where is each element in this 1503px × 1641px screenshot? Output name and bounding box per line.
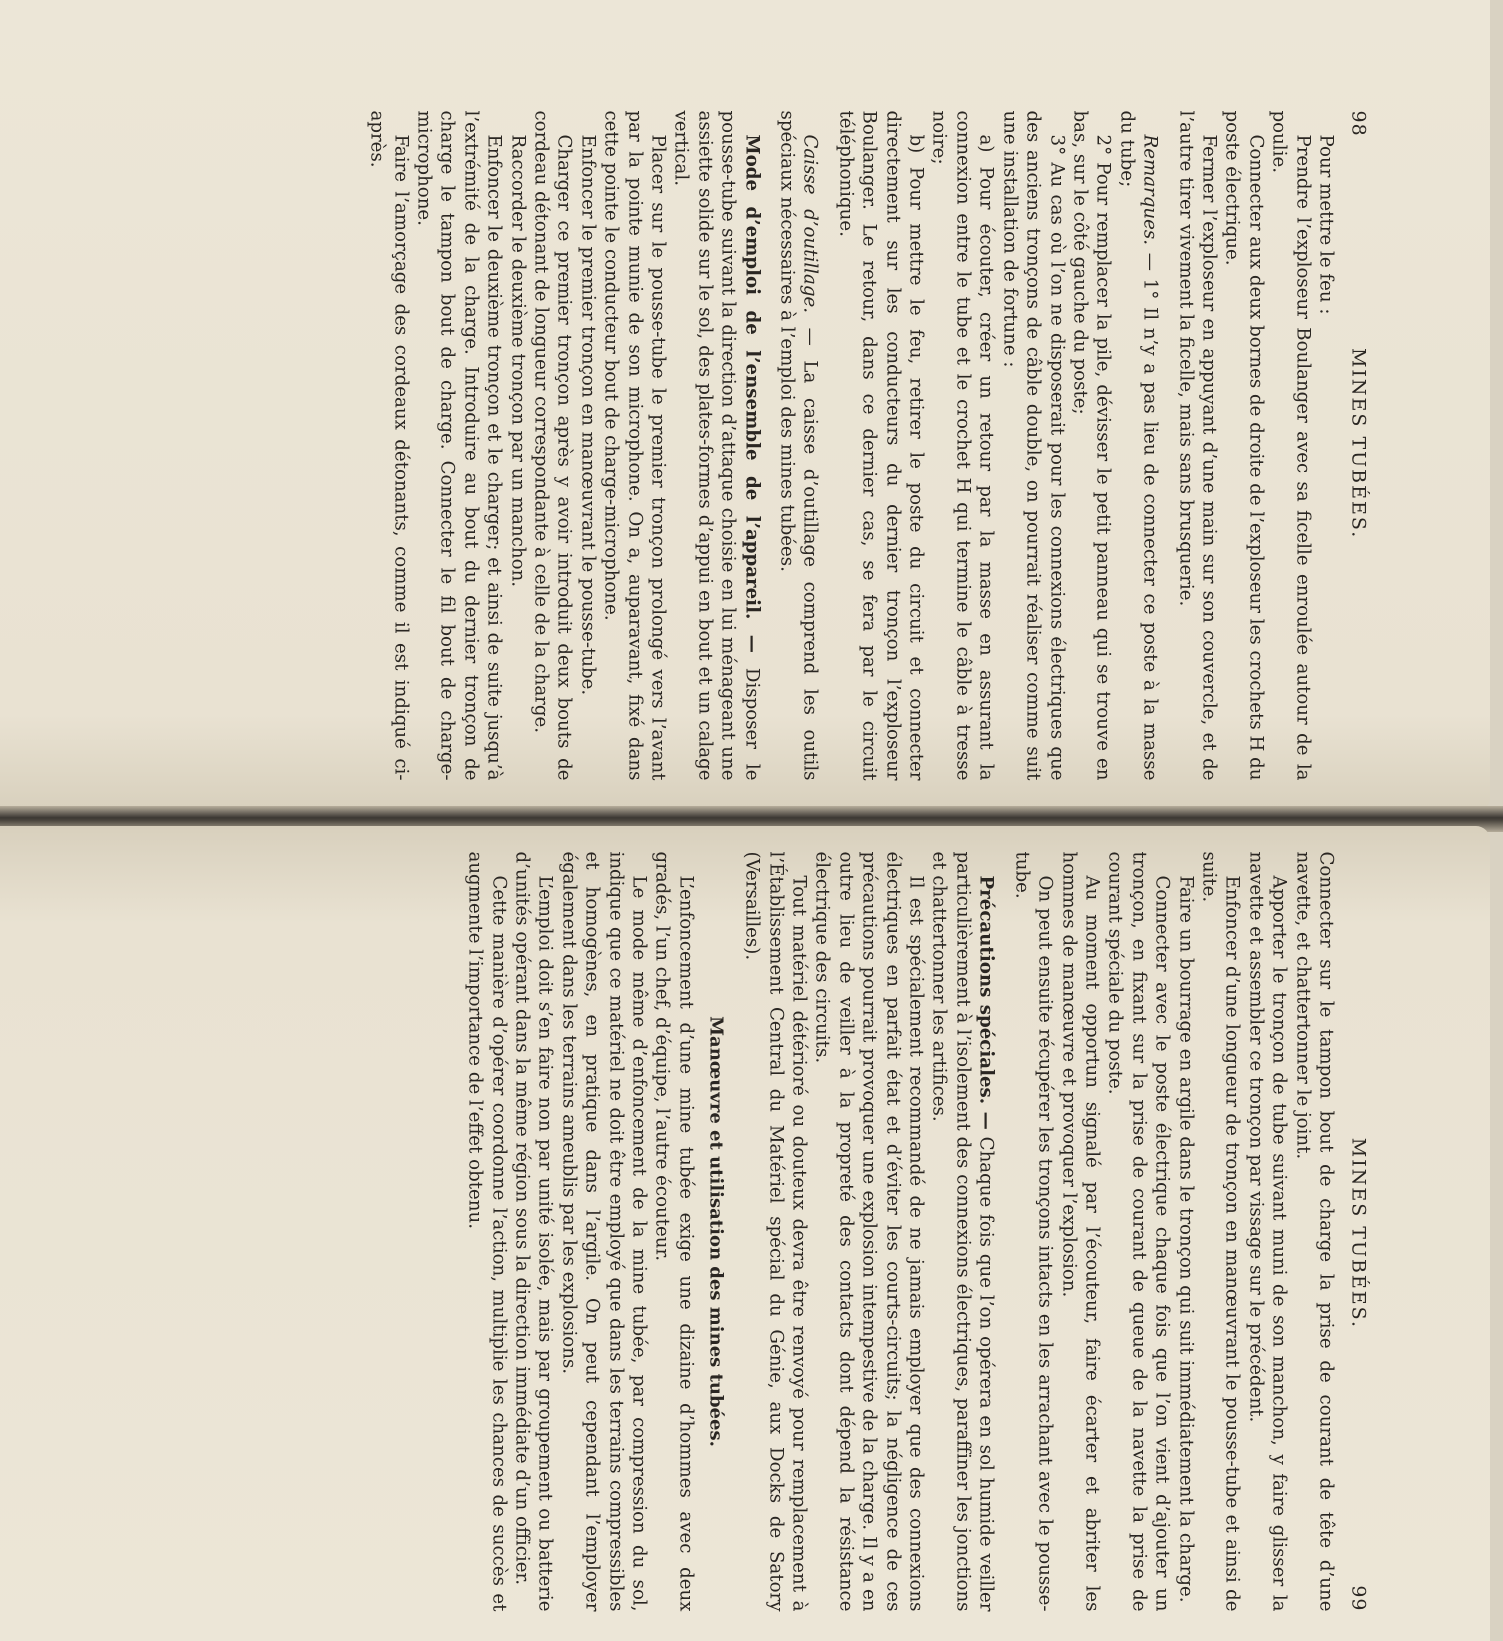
paragraph <box>1291 851 1338 1611</box>
paragraph <box>1174 851 1197 1611</box>
paragraph <box>928 110 998 780</box>
paragraph-text: Placer sur le pousse-tube le premier tronçon prolongé vers l’avant par la pointe munie de son microphone. On a, auparavant, fixé dans cette pointe le conducteur bout de charge-microphone. <box>600 110 669 780</box>
paragraph <box>576 110 599 780</box>
paragraph <box>1197 851 1244 1611</box>
paragraph-text: Disposer le pousse-tube suivant la direction d’attaque choisie en lui ménageant une assiette solide sur le sol, des plates-formes d’appui en bout et un calage vertical. <box>670 110 763 780</box>
paragraph-text: 3° Au cas où l’on ne disposerait pour les connexions électriques que des anciens tronçons de câble double, on pourrait réaliser comme suit une installation de fortune : <box>999 110 1068 780</box>
paragraph-text: a) Pour écouter, créer un retour par la masse en assurant la connexion entre le tube et le crochet H qui termine le câble à tresse noire; <box>929 110 997 780</box>
paragraph-text: Prendre l’exploseur Boulanger avec sa ficelle enroulée autour de la poulie. <box>1268 110 1314 780</box>
paragraph <box>1103 851 1173 1611</box>
paragraph <box>1057 851 1104 1611</box>
paragraph-text: Le mode même d’enfoncement de la mine tubée, par compression du sol, indique que ce matériel ne doit être employé que dans les terrains compressibles et homogènes, en pratique dans l’argile. On peut cependant l’employer également dans les terrains ameublis par les explosions. <box>558 851 650 1611</box>
paragraph-text: Chaque fois que l’on opérera en sol humide veiller particulièrement à l’isolement des connexions électriques, paraffiner les jonctions et chattertonner les artifices. <box>929 851 997 1611</box>
paragraph <box>1115 110 1162 780</box>
paragraph <box>557 851 651 1611</box>
rotated-text-block <box>85 851 1370 1611</box>
paragraph-text: Raccorder le deuxième tronçon par un manchon. <box>507 134 529 587</box>
running-head <box>1348 110 1370 780</box>
page-number: 98 <box>1347 110 1370 137</box>
paragraph-text: Enfoncer d’une longueur de tronçon en manœuvrant le pousse-tube et ainsi de suite. <box>1198 851 1243 1611</box>
paragraph-text: L’enfoncement d’une mine tubée exige une dizaine d’hommes avec deux gradés, l’un chef, d’équipe, l’autre écouteur. <box>651 851 697 1611</box>
paragraph-text: Connecter aux deux bornes de droite de l’exploseur les crochets H du poste électrique. <box>1221 110 1267 780</box>
paragraph <box>811 851 928 1611</box>
paragraph-text: 2° Pour remplacer la pile, dévisser le petit panneau qui se trouve en bas, sur le côté gauche du poste; <box>1069 110 1114 780</box>
paragraph <box>599 110 669 780</box>
paragraph <box>510 851 557 1611</box>
paragraph <box>1244 851 1291 1611</box>
paragraph-text: 1° Il n’y a pas lieu de connecter ce poste à la masse du tube; <box>1116 110 1161 780</box>
paragraph-text: Il est spécialement recommandé de ne jamais employer que des connexions électriques en parfait état et d’éviter les courts-circuits; la négligence de ces précautions pourrait provoquer une explosion intempestive de la charge. Il y a en outre lieu de veiller à la propreté des contacts dont dépend la résistance électrique des circuits. <box>811 851 927 1611</box>
paragraph <box>775 110 822 780</box>
paragraph-text: Faire l’amorçage des cordeaux détonants, comme il est indiqué ci-après. <box>366 110 412 780</box>
paragraph-text: Connecter sur le tampon bout de charge la prise de courant de tête d’une navette, et chattertonner le joint. <box>1292 851 1337 1611</box>
paragraph <box>506 110 529 780</box>
paragraph-text: Fermer l’exploseur en appuyant d’une main sur son couvercle, et de l’autre tirer vivement la ficelle, mais sans brusquerie. <box>1175 110 1220 780</box>
paragraph-text: Connecter avec le poste électrique chaque fois que l’on vient d’ajouter un tronçon, en fixant sur la prise de courant de queue de la navette la prise de courant spéciale du poste. <box>1104 851 1173 1611</box>
paragraph-lead: Mode d’emploi de l’ensemble de l’appareil. — <box>741 134 763 653</box>
paragraph-lead: Précautions spéciales. — <box>975 875 997 1130</box>
paragraph <box>1220 110 1267 780</box>
running-title: MINES TUBÉES. <box>1347 347 1370 539</box>
paragraph <box>463 851 510 1611</box>
paragraph <box>670 110 764 780</box>
paragraph-lead: Caisse d’outillage. — <box>799 134 821 346</box>
paragraph-text: Tout matériel détérioré ou douteux devra être renvoyé pour remplacement à l’Établissement Central du Matériel spécial du Génie, aux Docks de Satory (Versailles). <box>741 851 810 1611</box>
page-99 <box>0 826 1490 1641</box>
paragraph <box>740 851 810 1611</box>
paragraph <box>529 110 576 780</box>
paragraph-text: Au moment opportun signalé par l’écouteur, faire écarter et abriter les hommes de manœuvre et provoquer l’explosion. <box>1058 851 1103 1611</box>
paragraph <box>1314 110 1337 780</box>
paragraph-text: Enfoncer le deuxième tronçon et le charger; et ainsi de suite jusqu’à l’extrémité de la charge. Introduire au bout du dernier tronçon de charge le tampon bout de charge. Connecter le fil bout de charge-microphone. <box>413 110 505 780</box>
rotated-text-block <box>85 110 1370 780</box>
paragraph-text: b) Pour mettre le feu, retirer le poste du circuit et connecter directement sur les conducteurs du dernier tronçon l’exploseur Boulanger. Le retour, dans ce dernier cas, se fera par le circuit téléphonique. <box>835 110 927 780</box>
paragraph-text: Enfoncer le premier tronçon en manœuvrant le pousse-tube. <box>577 134 599 695</box>
paragraph-text: L’emploi doit s’en faire non par unité isolée, mais par groupement ou batterie d’unités opérant dans la même région sous la direction immédiate d’un officier. <box>511 851 556 1611</box>
paragraph <box>998 110 1068 780</box>
paragraph-lead: Remarques. — <box>1139 134 1161 271</box>
paragraph-text: Cette manière d’opérer coordonne l’action, multiplie les chances de succès et augmente l’importance de l’effet obtenu. <box>464 851 510 1611</box>
paragraph <box>1068 110 1115 780</box>
paragraph <box>1010 851 1057 1611</box>
paragraph <box>1174 110 1221 780</box>
paragraph-text: Apporter le tronçon de tube suivant muni de son manchon, y faire glisser la navette et assembler ce tronçon par vissage sur le précédent. <box>1245 851 1290 1611</box>
paragraph <box>651 851 698 1611</box>
section-heading: Manœuvre et utilisation des mines tubées. <box>705 1015 727 1447</box>
page-98 <box>0 0 1490 812</box>
paragraph-text: Faire un bourrage en argile dans le tronçon qui suit immédiatement la charge. <box>1175 875 1197 1603</box>
paragraph-text: La caisse d’outillage comprend les outils spéciaux nécessaires à l’emploi des mines tubées. <box>776 110 821 780</box>
paragraph <box>834 110 928 780</box>
paragraph-text: On peut ensuite récupérer les tronçons intacts en les arrachant avec le pousse-tube. <box>1011 851 1056 1611</box>
running-head <box>1348 851 1370 1611</box>
paragraph <box>365 110 412 780</box>
running-title: MINES TUBÉES. <box>1347 1137 1370 1329</box>
page-number: 99 <box>1347 1584 1370 1611</box>
paragraph-text: Pour mettre le feu : <box>1315 134 1337 314</box>
paragraph-text: Charger ce premier tronçon après y avoir introduit deux bouts de cordeau détonant de longueur correspondante à celle de la charge. <box>530 110 575 780</box>
paragraph <box>1267 110 1314 780</box>
paragraph <box>412 110 506 780</box>
paragraph <box>928 851 998 1611</box>
